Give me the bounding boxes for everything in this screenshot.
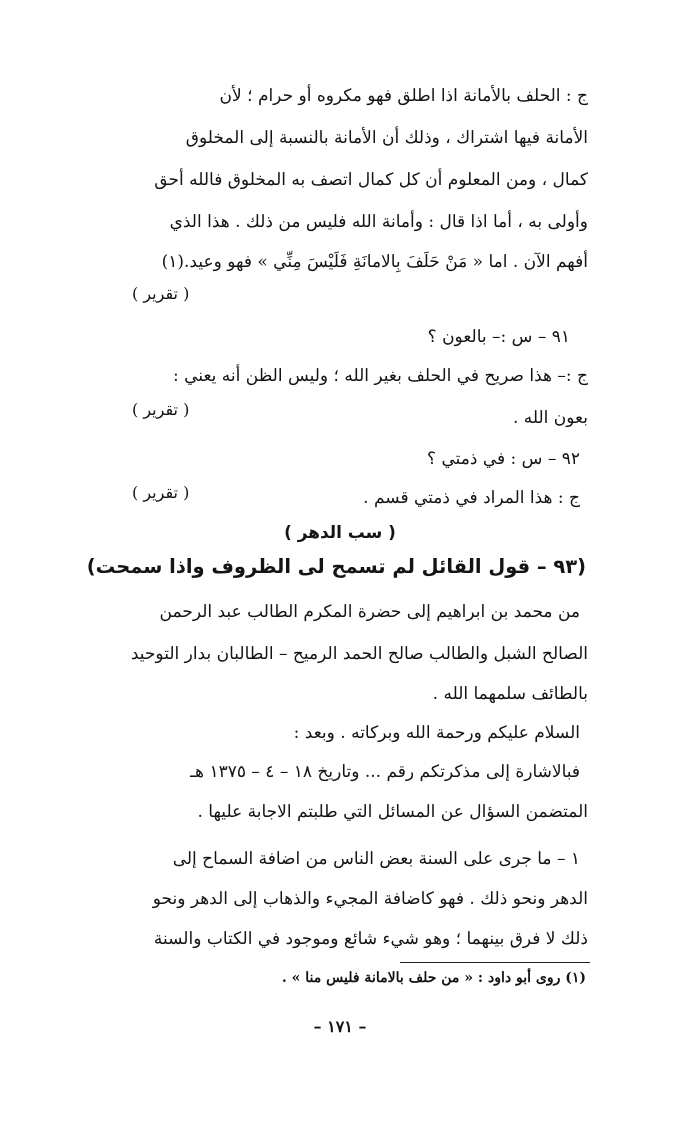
letter-line-8: الدهر ونحو ذلك . فهو كاضافة المجيء والذهاب إلى الدهر ونحو: [152, 889, 588, 909]
report-tag: ( تقرير ): [132, 284, 190, 303]
report-tag: ( تقرير ): [132, 483, 190, 502]
footnote: (١) روى أبو داود : « من حلف بالامانة فليس منا » .: [281, 970, 586, 986]
letter-line-2: الصالح الشبل والطالب صالح الحمد الرميح – الطالبان بدار التوحيد: [130, 644, 588, 664]
answer-91-line-2: بعون الله .: [512, 408, 588, 428]
answer-91-line-1: ج :– هذا صريح في الحلف بغير الله ؛ وليس الظن أنه يعني :: [173, 366, 588, 386]
answer-line-1: ج : الحلف بالأمانة اذا اطلق فهو مكروه أو حرام ؛ لأن: [219, 86, 588, 106]
question-91: ٩١ – س :– بالعون ؟: [427, 327, 570, 347]
report-tag: ( تقرير ): [132, 400, 190, 419]
letter-line-3: بالطائف سلمهما الله .: [432, 684, 588, 704]
letter-line-5: فبالاشارة إلى مذكرتكم رقم ... وتاريخ ١٨ – ٤ – ١٣٧٥ هـ: [190, 762, 580, 782]
letter-line-4: السلام عليكم ورحمة الله وبركاته . وبعد :: [293, 723, 580, 743]
answer-line-4: وأولى به ، أما اذا قال : وأمانة الله فليس من ذلك . هذا الذي: [169, 212, 588, 232]
answer-line-5: أفهم الآن . اما « مَنْ حَلَفَ بِالامانَةِ فَلَيْسَ مِنِّي » فهو وعيد.(١): [161, 252, 588, 272]
letter-line-6: المتضمن السؤال عن المسائل التي طلبتم الاجابة عليها .: [197, 802, 588, 822]
answer-line-3: كمال ، ومن المعلوم أن كل كمال اتصف به المخلوق فالله أحق: [154, 170, 588, 190]
answer-92: ج : هذا المراد في ذمتي قسم .: [363, 488, 580, 508]
letter-line-7: ١ – ما جرى على السنة بعض الناس من اضافة السماح إلى: [172, 849, 580, 869]
footnote-rule: [400, 962, 590, 963]
letter-line-1: من محمد بن ابراهيم إلى حضرة المكرم الطالب عبد الرحمن: [159, 602, 580, 622]
page-number: – ١٧١ –: [313, 1017, 367, 1036]
answer-line-2: الأمانة فيها اشتراك ، وذلك أن الأمانة بالنسبة إلى المخلوق: [185, 128, 588, 148]
section-heading: ( سب الدهر ): [284, 522, 396, 542]
letter-line-9: ذلك لا فرق بينهما ؛ وهو شيء شائع وموجود في الكتاب والسنة: [153, 929, 588, 949]
question-92: ٩٢ – س : في ذمتي ؟: [427, 449, 580, 469]
section-title: (٩٣ – قول القائل لم تسمح لى الظروف واذا سمحت): [86, 555, 586, 578]
